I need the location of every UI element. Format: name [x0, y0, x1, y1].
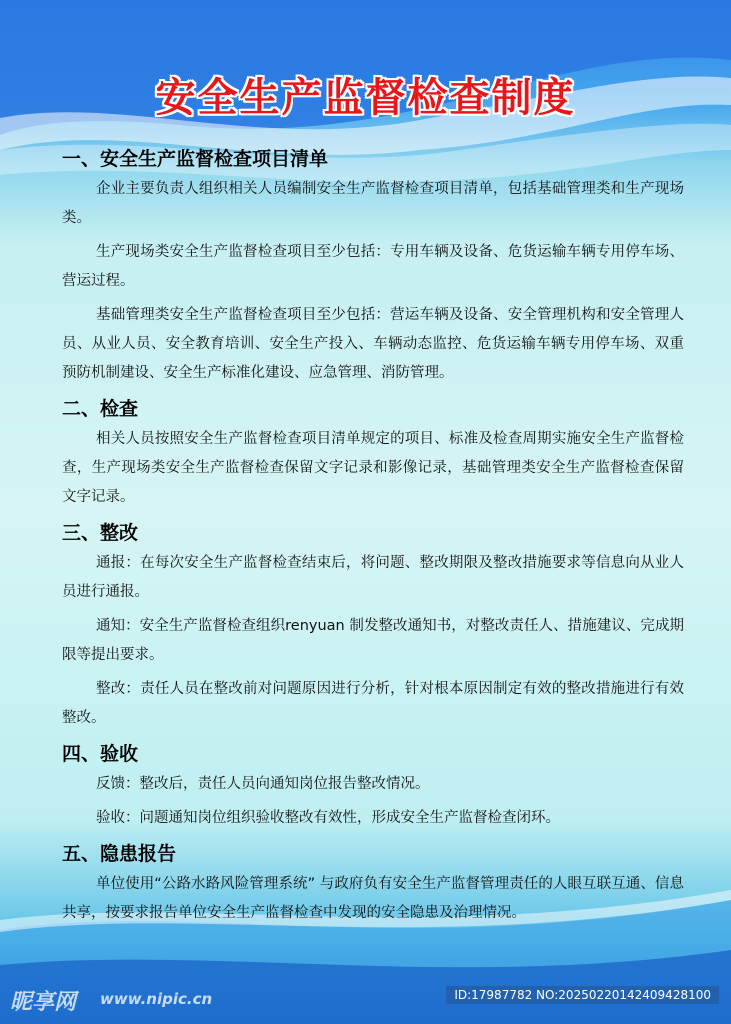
- watermark-logo: 昵享网: [10, 990, 77, 1015]
- page-title: 安全生产监督检查制度: [155, 75, 576, 121]
- section: [62, 738, 684, 833]
- section-paragraph: 通知：安全生产监督检查组织renyuan 制发整改通知书，对整改责任人、措施建议、完成期限等提出要求。: [62, 618, 684, 663]
- document-body: [62, 143, 684, 933]
- section-paragraph: 单位使用“公路水路风险管理系统” 与政府负有安全生产监督管理责任的人眼互联互通、信息共享，按要求报告单位安全生产监督检查中发现的安全隐患及治理情况。: [62, 876, 684, 921]
- section-heading: 四、验收: [62, 743, 139, 765]
- section: [62, 517, 684, 733]
- section: [62, 143, 684, 388]
- section-heading: 五、隐患报告: [62, 843, 177, 865]
- section-paragraph: 反馈：整改后，责任人员向通知岗位报告整改情况。: [96, 776, 430, 792]
- section: [62, 393, 684, 512]
- section-heading: 二、检查: [62, 398, 139, 420]
- section-heading: 一、安全生产监督检查项目清单: [62, 148, 329, 170]
- section-paragraph: 通报：在每次安全生产监督检查结束后，将问题、整改期限及整改措施要求等信息向从业人员进行通报。: [62, 555, 684, 600]
- watermark-id: ID:17987782 NO:20250220142409428100: [446, 986, 719, 1004]
- watermark-url: www.nipic.cn: [100, 990, 213, 1008]
- section-paragraph: 企业主要负责人组织相关人员编制安全生产监督检查项目清单，包括基础管理类和生产现场类。: [62, 181, 684, 226]
- section-heading: 三、整改: [62, 522, 139, 544]
- section-paragraph: 整改：责任人员在整改前对问题原因进行分析，针对根本原因制定有效的整改措施进行有效整改。: [62, 681, 684, 726]
- section-paragraph: 相关人员按照安全生产监督检查项目清单规定的项目、标准及检查周期实施安全生产监督检查，生产现场类安全生产监督检查保留文字记录和影像记录，基础管理类安全生产监督检查保留文字记录。: [62, 431, 684, 505]
- section-paragraph: 验收：问题通知岗位组织验收整改有效性，形成安全生产监督检查闭环。: [96, 810, 560, 826]
- section-paragraph: 基础管理类安全生产监督检查项目至少包括：营运车辆及设备、安全管理机构和安全管理人员、从业人员、安全教育培训、安全生产投入、车辆动态监控、危货运输车辆专用停车场、双重预防机制建设、安全生产标准化建设、应急管理、消防管理。: [62, 307, 684, 381]
- section: [62, 838, 684, 928]
- section-paragraph: 生产现场类安全生产监督检查项目至少包括：专用车辆及设备、危货运输车辆专用停车场、营运过程。: [62, 244, 684, 289]
